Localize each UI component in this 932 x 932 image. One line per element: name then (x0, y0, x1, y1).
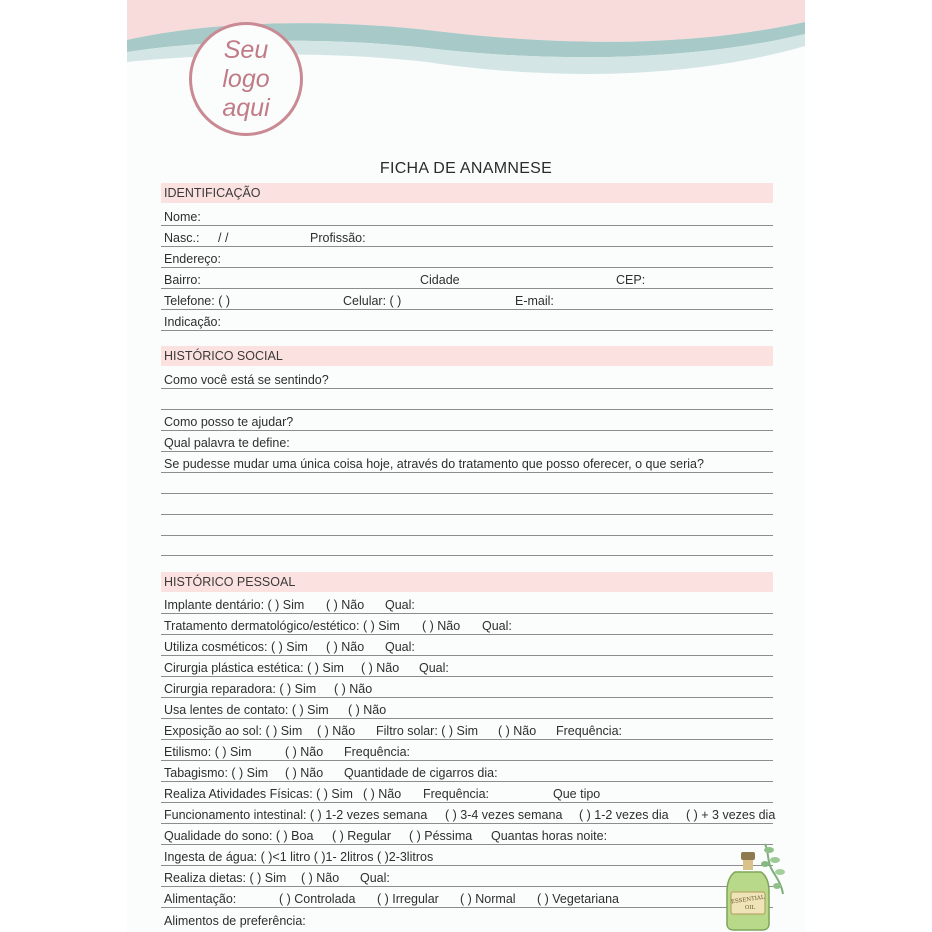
logo-placeholder (189, 22, 303, 136)
section-identificacao: IDENTIFICAÇÃO (161, 183, 773, 203)
funcionamento-1-2-semana: Funcionamento intestinal: ( ) 1-2 vezes semana (164, 808, 428, 822)
tratamento-qual: Qual: (482, 619, 512, 633)
mudar-question: Se pudesse mudar uma única coisa hoje, através do tratamento que posso oferecer, o que seria? (164, 457, 704, 471)
cep-label: CEP: (616, 273, 646, 287)
form-title: FICHA DE ANAMNESE (379, 160, 553, 177)
alimentacao-controlada: ( ) Controlada (279, 892, 356, 906)
funcionamento-3-4-semana: ( ) 3-4 vezes semana (445, 808, 563, 822)
sono-pessima: ( ) Péssima (409, 829, 473, 843)
cirurgia-reparadora-sim: Cirurgia reparadora: ( ) Sim (164, 682, 317, 696)
field-lentes-contato[interactable] (161, 698, 773, 719)
field-cosmeticos[interactable] (161, 635, 773, 656)
logo-text-line1: Seu (223, 35, 269, 64)
alimentacao-normal: ( ) Normal (460, 892, 516, 906)
agua-opcoes: Ingesta de água: ( )<1 litro ( )1- 2litros ( )2-3litros (164, 850, 434, 864)
ajudar-question: Como posso te ajudar? (164, 415, 294, 429)
preferencia-label: Alimentos de preferência: (164, 914, 306, 928)
implante-nao: ( ) Não (326, 598, 365, 612)
blank-answer-line[interactable] (161, 494, 773, 515)
field-palavra-define[interactable] (161, 431, 773, 452)
dietas-sim: Realiza dietas: ( ) Sim (164, 871, 287, 885)
dietas-qual: Qual: (360, 871, 390, 885)
field-cirurgia-plastica[interactable] (161, 656, 773, 677)
field-indicacao[interactable] (161, 310, 773, 331)
sono-horas: Quantas horas noite: (491, 829, 608, 843)
field-nasc-profissao[interactable] (161, 226, 773, 247)
field-qualidade-sono[interactable] (161, 824, 773, 845)
section-historico-social: HISTÓRICO SOCIAL (161, 346, 773, 366)
atividades-frequencia: Frequência: (423, 787, 490, 801)
field-ingesta-agua[interactable] (161, 845, 773, 866)
blank-answer-line[interactable] (161, 515, 773, 536)
field-implante-dentario[interactable] (161, 593, 773, 614)
bairro-label: Bairro: (164, 273, 201, 287)
nasc-date-slashes: / / (218, 231, 229, 245)
lentes-sim: Usa lentes de contato: ( ) Sim (164, 703, 329, 717)
exposicao-frequencia: Frequência: (556, 724, 623, 738)
field-como-sentindo[interactable] (161, 368, 773, 389)
cirurgia-plastica-qual: Qual: (419, 661, 449, 675)
cosmeticos-nao: ( ) Não (326, 640, 365, 654)
field-nome[interactable] (161, 205, 773, 226)
field-telefone-celular-email[interactable] (161, 289, 773, 310)
etilismo-frequencia: Frequência: (344, 745, 411, 759)
dietas-nao: ( ) Não (301, 871, 340, 885)
filtro-sim: Filtro solar: ( ) Sim (376, 724, 479, 738)
nome-label: Nome: (164, 210, 201, 224)
atividades-nao: ( ) Não (363, 787, 402, 801)
essential-oil-bottle-illustration (725, 842, 787, 932)
blank-answer-line[interactable] (161, 473, 773, 494)
svg-text:OIL: OIL (744, 905, 756, 911)
field-endereco[interactable] (161, 247, 773, 268)
cirurgia-plastica-nao: ( ) Não (361, 661, 400, 675)
cirurgia-plastica-sim: Cirurgia plástica estética: ( ) Sim (164, 661, 344, 675)
field-mudar-coisa[interactable] (161, 452, 773, 473)
tabagismo-sim: Tabagismo: ( ) Sim (164, 766, 269, 780)
blank-answer-line[interactable] (161, 389, 773, 410)
field-tabagismo[interactable] (161, 761, 773, 782)
atividades-tipo: Que tipo (553, 787, 601, 801)
telefone-label: Telefone: ( ) (164, 294, 231, 308)
cirurgia-reparadora-nao: ( ) Não (334, 682, 373, 696)
filtro-nao: ( ) Não (498, 724, 537, 738)
alimentacao-irregular: ( ) Irregular (377, 892, 439, 906)
etilismo-nao: ( ) Não (285, 745, 324, 759)
cidade-label: Cidade (420, 273, 460, 287)
sono-boa: Qualidade do sono: ( ) Boa (164, 829, 314, 843)
implante-qual: Qual: (385, 598, 415, 612)
tratamento-sim: Tratamento dermatológico/estético: ( ) Sim (164, 619, 400, 633)
field-realiza-dietas[interactable] (161, 866, 773, 887)
endereco-label: Endereço: (164, 252, 221, 266)
logo-text-line3: aqui (222, 93, 270, 122)
tabagismo-quantidade: Quantidade de cigarros dia: (344, 766, 498, 780)
field-etilismo[interactable] (161, 740, 773, 761)
svg-text:ESSENTIAL: ESSENTIAL (730, 894, 765, 906)
profissao-label: Profissão: (310, 231, 366, 245)
etilismo-sim: Etilismo: ( ) Sim (164, 745, 252, 759)
tabagismo-nao: ( ) Não (285, 766, 324, 780)
field-tratamento[interactable] (161, 614, 773, 635)
blank-answer-line[interactable] (161, 535, 773, 556)
celular-label: Celular: ( ) (343, 294, 402, 308)
field-atividades-fisicas[interactable] (161, 782, 773, 803)
field-exposicao-sol[interactable] (161, 719, 773, 740)
cosmeticos-qual: Qual: (385, 640, 415, 654)
alimentacao-vegetariana: ( ) Vegetariana (537, 892, 619, 906)
exposicao-sim: Exposição ao sol: ( ) Sim (164, 724, 303, 738)
sono-regular: ( ) Regular (332, 829, 392, 843)
palavra-question: Qual palavra te define: (164, 436, 290, 450)
implante-sim: Implante dentário: ( ) Sim (164, 598, 305, 612)
sentindo-question: Como você está se sentindo? (164, 373, 329, 387)
field-como-ajudar[interactable] (161, 410, 773, 431)
atividades-sim: Realiza Atividades Físicas: ( ) Sim (164, 787, 353, 801)
field-alimentos-preferencia[interactable] (161, 908, 773, 929)
field-funcionamento-intestinal[interactable] (161, 803, 776, 824)
tratamento-nao: ( ) Não (422, 619, 461, 633)
funcionamento-3-dia: ( ) + 3 vezes dia (686, 808, 776, 822)
exposicao-nao: ( ) Não (317, 724, 356, 738)
lentes-nao: ( ) Não (348, 703, 387, 717)
anamnesis-form-page (127, 0, 805, 932)
logo-text-line2: logo (222, 64, 270, 93)
field-alimentacao[interactable] (161, 887, 773, 908)
section-historico-pessoal: HISTÓRICO PESSOAL (161, 572, 773, 592)
indicacao-label: Indicação: (164, 315, 221, 329)
alimentacao-label: Alimentação: (164, 892, 237, 906)
funcionamento-1-2-dia: ( ) 1-2 vezes dia (579, 808, 669, 822)
cosmeticos-sim: Utiliza cosméticos: ( ) Sim (164, 640, 308, 654)
field-cirurgia-reparadora[interactable] (161, 677, 773, 698)
email-label: E-mail: (515, 294, 554, 308)
nasc-label: Nasc.: (164, 231, 200, 245)
field-bairro-cidade-cep[interactable] (161, 268, 773, 289)
